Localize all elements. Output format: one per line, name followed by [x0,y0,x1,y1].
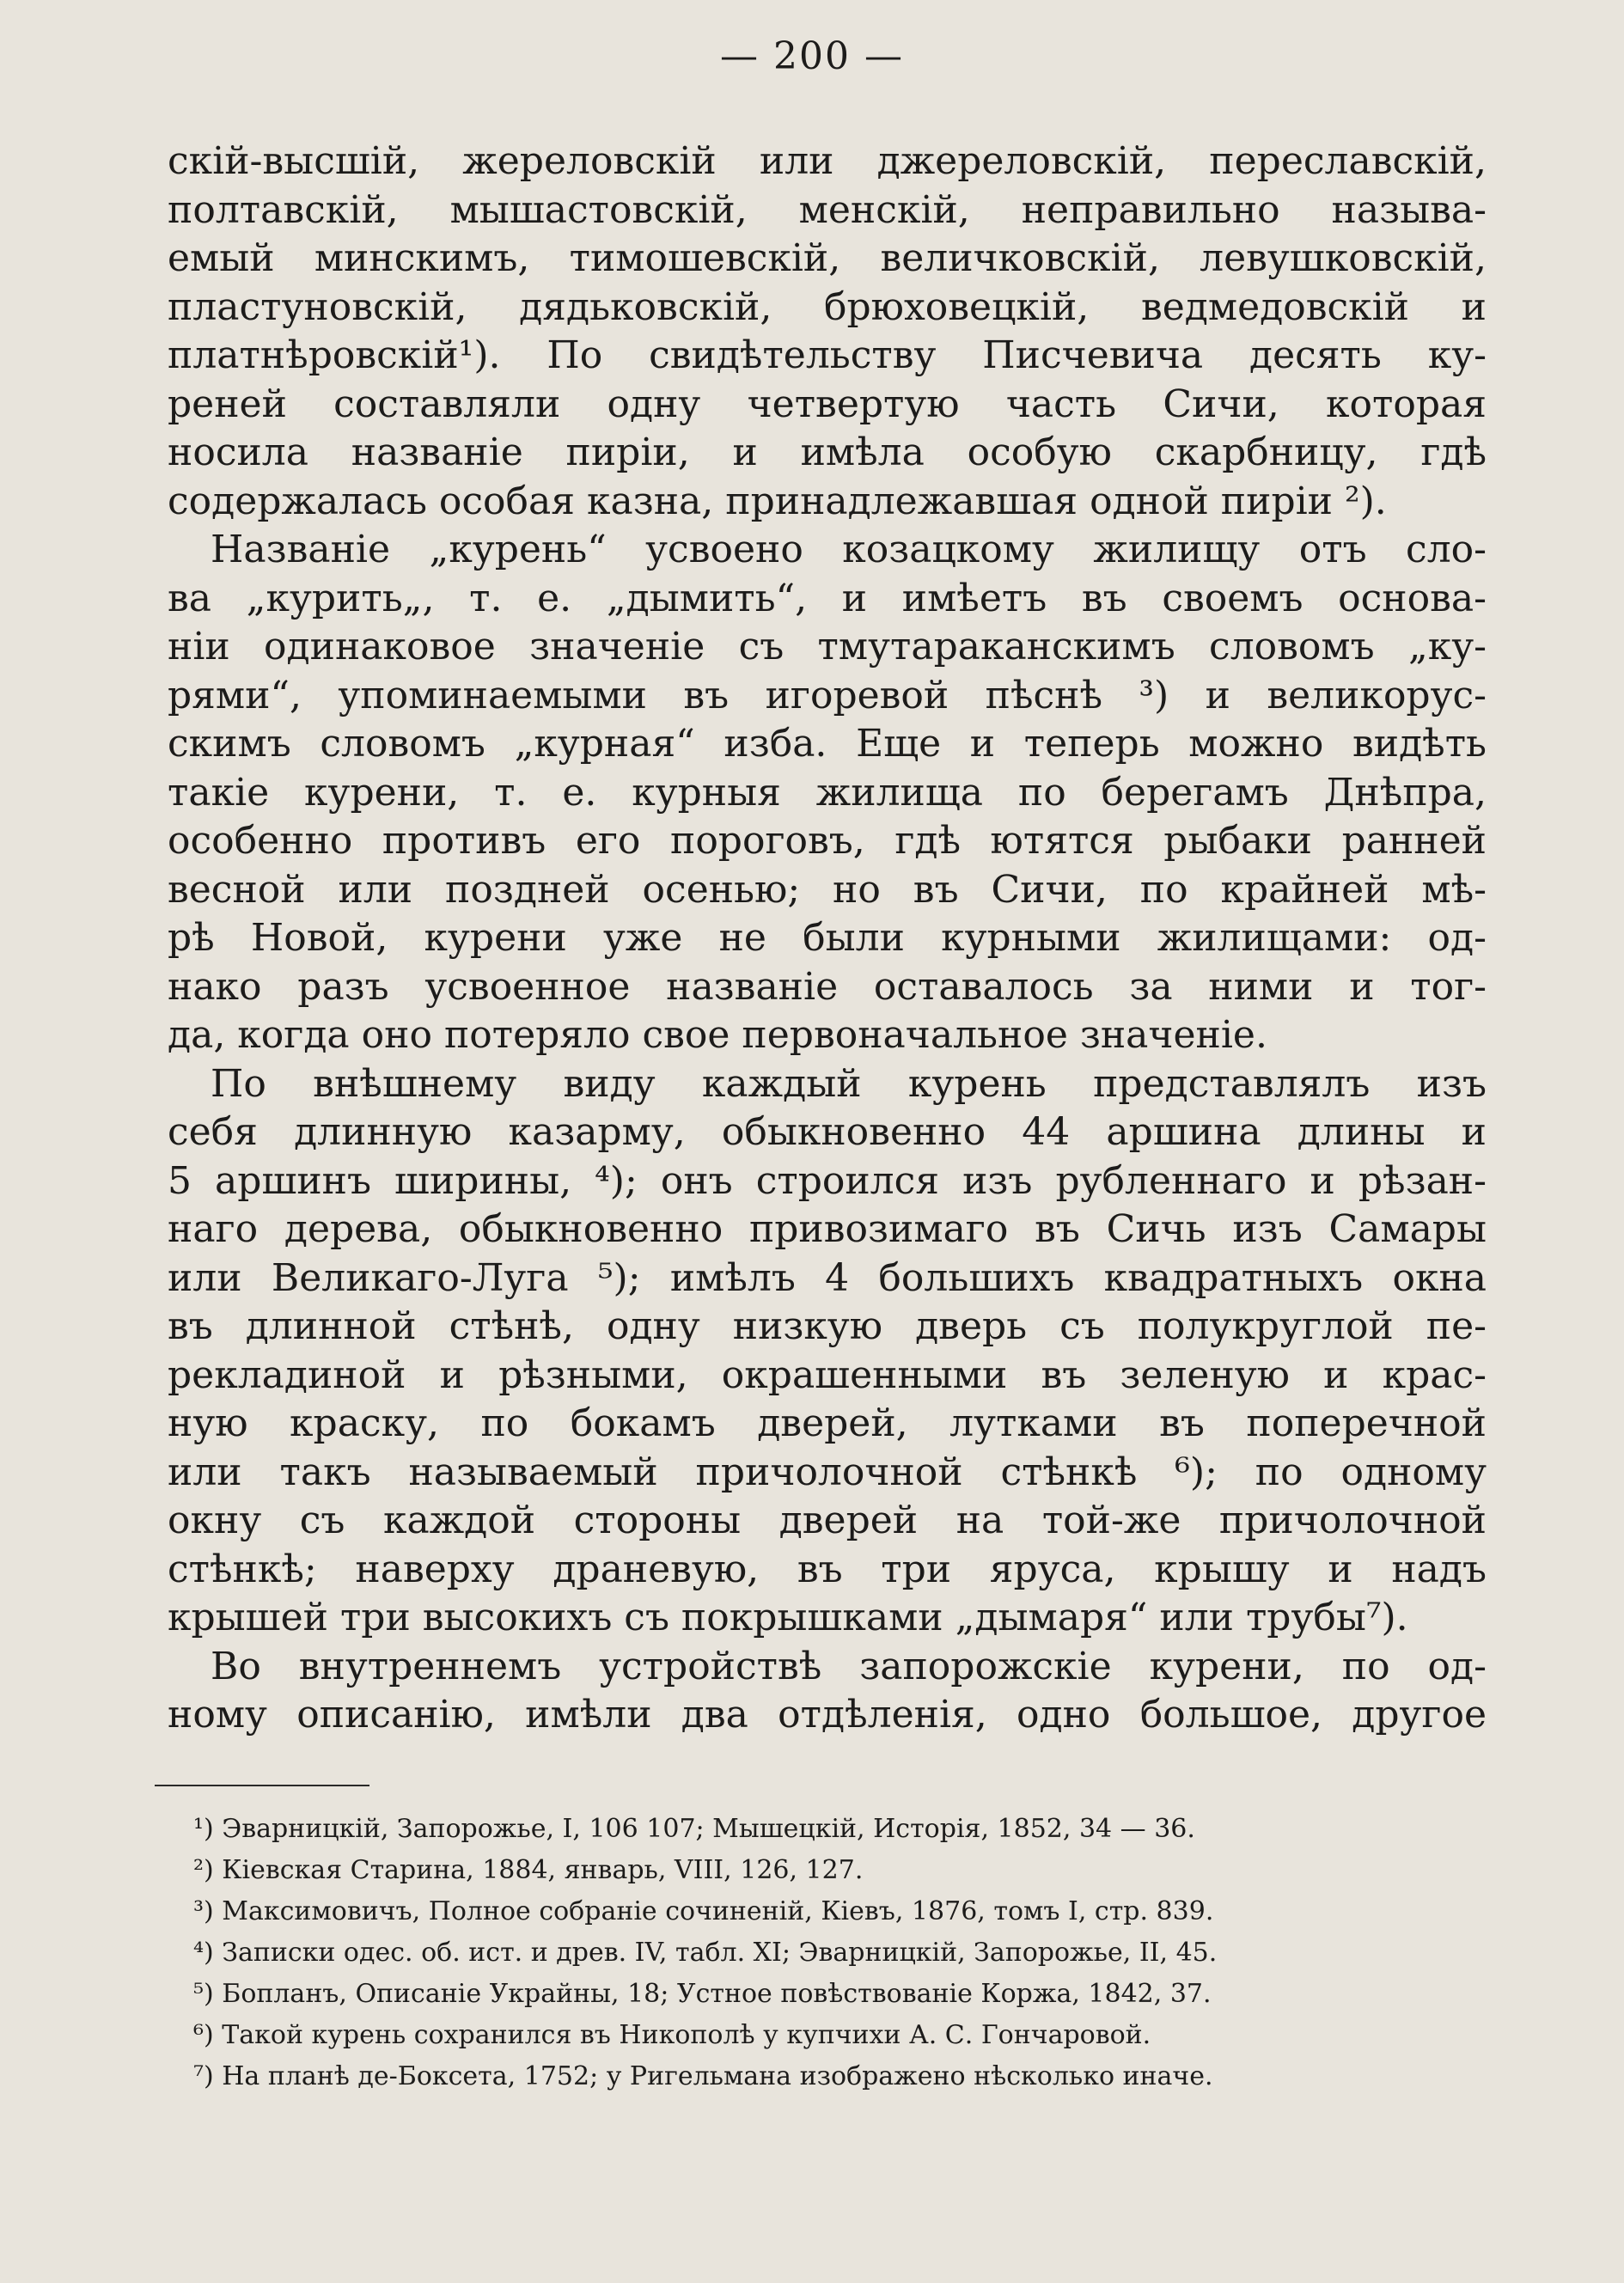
text-line: ніи одинаковое значеніе съ тмутараканскимъ словомъ „ку- [168,625,1487,668]
text-line: ную краску, по бокамъ дверей, лутками въ поперечной [168,1401,1487,1445]
text-line: емый минскимъ, тимошевскій, величковскій, левушковскій, [168,236,1487,280]
text-line: себя длинную казарму, обыкновенно 44 аршина длины и [168,1110,1487,1154]
text-line: рѣ Новой, курени уже не были курными жилищами: од- [168,916,1487,960]
text-line: весной или поздней осенью; но въ Сичи, по крайней мѣ- [168,867,1487,912]
text-line: крышей три высокихъ съ покрышками „дымаря“ или трубы⁷). [168,1596,1408,1639]
text-line: или такъ называемый причолочной стѣнкѣ ⁶); по одному [168,1450,1487,1494]
text-line: платнѣровскій¹). По свидѣтельству Писчевича десять ку- [168,333,1487,377]
text-line: 5 аршинъ ширины, ⁴); онъ строился изъ рубленнаго и рѣзан- [168,1158,1487,1203]
text-line: реней составляли одну четвертую часть Сичи, которая [168,382,1487,426]
text-line: особенно противъ его пороговъ, гдѣ ютятся рыбаки ранней [168,819,1487,863]
text-line: Во внутреннемъ устройствѣ запорожскіе курени, по од- [211,1644,1487,1688]
footnote-5: ⁵) Бопланъ, Описаніе Украйны, 18; Устное повѣствованіе Коржа, 1842, 37. [193,1979,1212,2009]
text-line: окну съ каждой стороны дверей на той-же причолочной [168,1499,1487,1542]
text-line: ва „курить„, т. е. „дымить“, и имѣетъ въ своемъ основа- [168,576,1487,620]
footnote-7: ⁷) На планѣ де-Боксета, 1752; у Ригельмана изображено нѣсколько иначе. [193,2061,1213,2091]
text-line: рекладиной и рѣзными, окрашенными въ зеленую и крас- [168,1352,1487,1397]
footnote-3: ³) Максимовичъ, Полное собраніе сочиненій, Кіевъ, 1876, томъ I, стр. 839. [193,1896,1214,1926]
text-line: Названіе „курень“ усвоено козацкому жилищу отъ сло- [211,528,1487,571]
text-line: скимъ словомъ „курная“ изба. Еще и теперь можно видѣть [168,722,1487,766]
text-line: пластуновскій, дядьковскій, брюховецкій, ведмедовскій и [168,284,1487,329]
text-line: По внѣшнему виду каждый курень представлялъ изъ [211,1061,1487,1106]
footnote-divider [155,1785,369,1786]
footnote-4: ⁴) Записки одес. об. ист. и древ. IV, табл. XI; Эварницкій, Запорожье, II, 45. [193,1938,1218,1968]
text-line: нако разъ усвоенное названіе оставалось за ними и тог- [168,964,1487,1009]
text-line: въ длинной стѣнѣ, одну низкую дверь съ полукруглой пе- [168,1304,1487,1348]
page-number: — 200 — [720,34,904,78]
footnote-1: ¹) Эварницкій, Запорожье, I, 106 107; Мышецкій, Исторія, 1852, 34 — 36. [193,1814,1195,1844]
footnote-6: ⁶) Такой курень сохранился въ Никополѣ у купчихи А. С. Гончаровой. [193,2020,1151,2050]
body-text [168,137,1487,1740]
text-line: стѣнкѣ; наверху драневую, въ три яруса, крышу и надъ [168,1547,1487,1591]
text-line: ному описанію, имѣли два отдѣленія, одно большое, другое [168,1693,1487,1737]
footnote-2: ²) Кіевская Старина, 1884, январь, VIII, 126, 127. [193,1855,864,1885]
text-line: содержалась особая казна, принадлежавшая одной пиріи ²). [168,479,1387,523]
text-line: да, когда оно потеряло свое первоначальное значеніе. [168,1013,1267,1057]
text-line: наго дерева, обыкновенно привозимаго въ Сичь изъ Самары [168,1207,1487,1251]
footnotes [193,1809,1491,2097]
text-line: рями“, упоминаемыми въ игоревой пѣснѣ ³) и великорус- [168,673,1487,717]
text-line: или Великаго-Луга ⁵); имѣлъ 4 большихъ квадратныхъ окна [168,1255,1487,1300]
text-line: такіе курени, т. е. курныя жилища по берегамъ Днѣпра, [168,770,1487,815]
text-line: скій-высшій, жереловскій или джереловскій, переславскій, [168,139,1487,183]
text-line: полтавскій, мышастовскій, менскій, неправильно называ- [168,187,1487,232]
text-line: носила названіе пиріи, и имѣла особую скарбницу, гдѣ [168,430,1487,474]
